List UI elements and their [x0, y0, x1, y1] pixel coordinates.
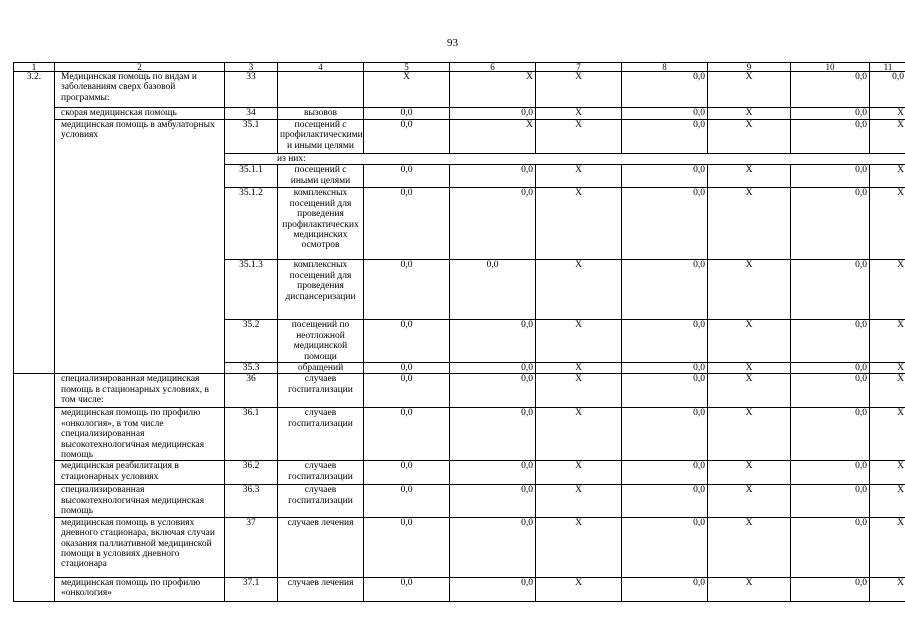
row-unit: случаев госпитализации	[278, 408, 364, 461]
cell-11: X	[870, 320, 905, 363]
row-unit: посещений с профилактическими и иными целями	[278, 120, 364, 154]
row-code: 35.2	[225, 320, 278, 363]
row-code: 35.1.3	[225, 260, 278, 320]
row-name: медицинская помощь в условиях дневного стационара, включая случаи оказания паллиативной медицинской помощи в условиях дневного стационара	[55, 517, 225, 577]
header-cell: 2	[55, 63, 225, 72]
header-cell: 5	[364, 63, 450, 72]
cell-6: 0,0	[450, 363, 536, 374]
cell-6: 0,0	[450, 165, 536, 188]
cell-8: 0,0	[622, 320, 708, 363]
cell-5: 0,0	[364, 260, 450, 320]
row-name: медицинская помощь по профилю «онкология»	[55, 577, 225, 601]
table-row	[14, 374, 905, 408]
row-code: 35.1.2	[225, 188, 278, 260]
cell-9: X	[708, 108, 791, 120]
cell-6: X	[450, 72, 536, 108]
cell-9: X	[708, 363, 791, 374]
cell-5: 0,0	[364, 363, 450, 374]
cell-9: X	[708, 485, 791, 517]
cell-8: 0,0	[622, 461, 708, 485]
cell-10: 0,0	[791, 517, 870, 577]
cell-10: 0,0	[791, 260, 870, 320]
row-name: Медицинская помощь по видам и заболеваниям сверх базовой программы:	[55, 72, 225, 108]
cell-8: 0,0	[622, 408, 708, 461]
table-row	[14, 517, 905, 577]
row-unit: случаев госпитализации	[278, 461, 364, 485]
cell-9: X	[708, 72, 791, 108]
cell-11: X	[870, 165, 905, 188]
row-unit: комплексных посещений для проведения профилактических медицинских осмотров	[278, 188, 364, 260]
table-row	[14, 72, 905, 108]
row-name: специализированная высокотехнологичная медицинская помощь	[55, 485, 225, 517]
cell-7: X	[536, 363, 622, 374]
cell-11: X	[870, 374, 905, 408]
cell-5: 0,0	[364, 461, 450, 485]
cell-9: X	[708, 320, 791, 363]
cell-11: X	[870, 485, 905, 517]
cell-8: 0,0	[622, 188, 708, 260]
table-row	[14, 577, 905, 601]
row-unit: случаев госпитализации	[278, 485, 364, 517]
cell-6: 0,0	[450, 461, 536, 485]
cell-8: 0,0	[622, 108, 708, 120]
section-number: 3.2.	[14, 72, 55, 374]
cell-7: X	[536, 72, 622, 108]
cell-7: X	[536, 577, 622, 601]
row-code: 37.1	[225, 577, 278, 601]
cell-10: 0,0	[791, 72, 870, 108]
table-row	[14, 408, 905, 461]
cell-11: X	[870, 120, 905, 154]
cell-11: X	[870, 577, 905, 601]
row-code: 35.1.1	[225, 165, 278, 188]
cell-7: X	[536, 165, 622, 188]
cell-5: 0,0	[364, 485, 450, 517]
cell-6: 0,0	[450, 320, 536, 363]
cell-6: 0,0	[450, 408, 536, 461]
cell-9: X	[708, 165, 791, 188]
cell-8: 0,0	[622, 374, 708, 408]
cell-5: 0,0	[364, 320, 450, 363]
cell-10: 0,0	[791, 320, 870, 363]
cell-9: X	[708, 408, 791, 461]
row-code: 35.3	[225, 363, 278, 374]
row-unit: вызовов	[278, 108, 364, 120]
cell-8: 0,0	[622, 517, 708, 577]
table-row	[14, 120, 905, 154]
section-spacer	[14, 374, 55, 601]
table-row	[14, 461, 905, 485]
cell-9: X	[708, 517, 791, 577]
row-unit: случаев госпитализации	[278, 374, 364, 408]
row-unit: случаев лечения	[278, 517, 364, 577]
cell-8: 0,0	[622, 363, 708, 374]
row-unit: комплексных посещений для проведения диспансеризации	[278, 260, 364, 320]
row-unit	[278, 72, 364, 108]
cell-11: X	[870, 461, 905, 485]
cell-5: 0,0	[364, 374, 450, 408]
cell-5: 0,0	[364, 165, 450, 188]
cell-6: 0,0	[450, 374, 536, 408]
header-cell: 3	[225, 63, 278, 72]
cell-5: 0,0	[364, 517, 450, 577]
cell-5: 0,0	[364, 408, 450, 461]
cell-10: 0,0	[791, 461, 870, 485]
header-cell: 9	[708, 63, 791, 72]
header-cell: 1	[14, 63, 55, 72]
header-cell: 6	[450, 63, 536, 72]
cell-9: X	[708, 260, 791, 320]
cell-6: 0,0	[450, 517, 536, 577]
page-number: 93	[447, 37, 458, 49]
row-name: медицинская помощь по профилю «онкология», в том числе специализированная высокотехнологичная медицинская помощь	[55, 408, 225, 461]
cell-10: 0,0	[791, 577, 870, 601]
row-code: 37	[225, 517, 278, 577]
cell-6: 0,0	[450, 485, 536, 517]
cell-8: 0,0	[622, 485, 708, 517]
cell-6: 0,0	[450, 108, 536, 120]
row-code: 36.2	[225, 461, 278, 485]
cell-5: 0,0	[364, 188, 450, 260]
header-cell: 7	[536, 63, 622, 72]
cell-6: X	[450, 120, 536, 154]
row-unit: случаев лечения	[278, 577, 364, 601]
cell-7: X	[536, 374, 622, 408]
row-name: медицинская реабилитация в стационарных условиях	[55, 461, 225, 485]
row-name: скорая медицинская помощь	[55, 108, 225, 120]
data-table	[13, 62, 905, 602]
cell-5: 0,0	[364, 120, 450, 154]
cell-10: 0,0	[791, 120, 870, 154]
table-row	[14, 108, 905, 120]
cell-11: X	[870, 188, 905, 260]
cell-10: 0,0	[791, 374, 870, 408]
cell-10: 0,0	[791, 363, 870, 374]
cell-6: 0,0	[450, 577, 536, 601]
cell-11: X	[870, 408, 905, 461]
cell-10: 0,0	[791, 165, 870, 188]
cell-9: X	[708, 120, 791, 154]
header-cell: 11	[870, 63, 905, 72]
cell-11: 0,0	[870, 72, 905, 108]
header-row	[14, 63, 905, 72]
cell-9: X	[708, 188, 791, 260]
cell-7: X	[536, 408, 622, 461]
row-name: медицинская помощь в амбулаторных условиях	[55, 120, 225, 374]
row-code: 36.1	[225, 408, 278, 461]
row-name: специализированная медицинская помощь в стационарных условиях, в том числе:	[55, 374, 225, 408]
cell-9: X	[708, 577, 791, 601]
cell-11: X	[870, 517, 905, 577]
cell-7: X	[536, 260, 622, 320]
cell-11: X	[870, 260, 905, 320]
cell-8: 0,0	[622, 120, 708, 154]
cell-11: X	[870, 363, 905, 374]
header-cell: 4	[278, 63, 364, 72]
cell-8: 0,0	[622, 72, 708, 108]
cell-5: X	[364, 72, 450, 108]
cell-7: X	[536, 461, 622, 485]
cell-9: X	[708, 374, 791, 408]
table-row	[14, 485, 905, 517]
row-code: 36	[225, 374, 278, 408]
cell-8: 0,0	[622, 260, 708, 320]
cell-7: X	[536, 517, 622, 577]
cell-7: X	[536, 188, 622, 260]
cell-10: 0,0	[791, 188, 870, 260]
row-code: 36.3	[225, 485, 278, 517]
cell-7: X	[536, 120, 622, 154]
cell-10: 0,0	[791, 408, 870, 461]
cell-7: X	[536, 320, 622, 363]
cell-8: 0,0	[622, 577, 708, 601]
cell-9: X	[708, 461, 791, 485]
cell-10: 0,0	[791, 108, 870, 120]
cell-10: 0,0	[791, 485, 870, 517]
cell-5: 0,0	[364, 577, 450, 601]
cell-6: 0,0	[450, 188, 536, 260]
cell-5: 0,0	[364, 108, 450, 120]
cell-11: X	[870, 108, 905, 120]
subgroup-label: из них:	[225, 154, 905, 165]
cell-8: 0,0	[622, 165, 708, 188]
row-unit: посещений с иными целями	[278, 165, 364, 188]
cell-7: X	[536, 108, 622, 120]
row-unit: посещений по неотложной медицинской помощи	[278, 320, 364, 363]
row-code: 33	[225, 72, 278, 108]
cell-7: X	[536, 485, 622, 517]
row-code: 35.1	[225, 120, 278, 154]
row-unit: обращений	[278, 363, 364, 374]
row-code: 34	[225, 108, 278, 120]
header-cell: 8	[622, 63, 708, 72]
header-cell: 10	[791, 63, 870, 72]
cell-6: 0,0	[450, 260, 536, 320]
